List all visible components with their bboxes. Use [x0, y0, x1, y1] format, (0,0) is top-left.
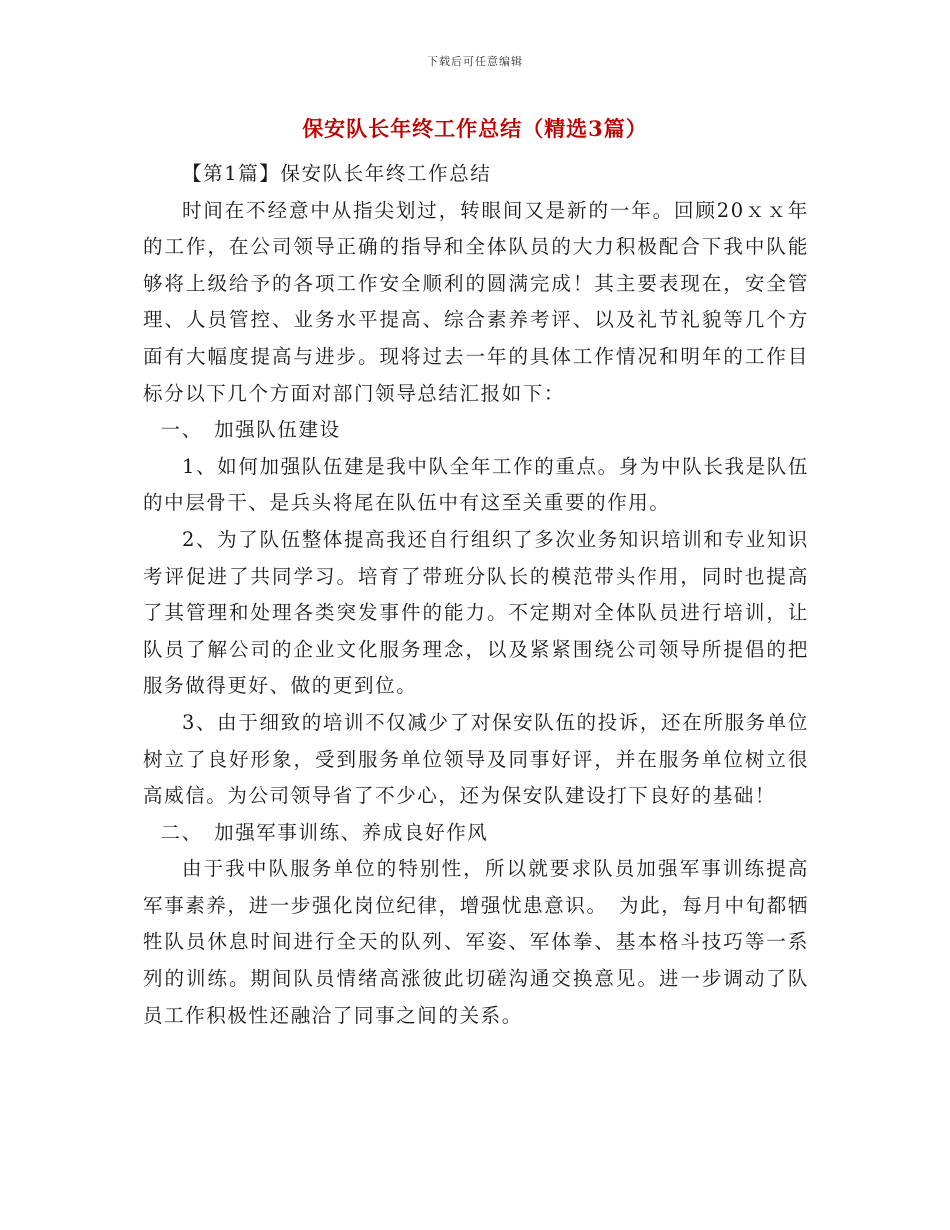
document-body	[143, 156, 809, 1034]
paragraph-item-1: 1、如何加强队伍建是我中队全年工作的重点。身为中队长我是队伍的中层骨干、是兵头将尾在队伍中有这至关重要的作用。	[143, 454, 809, 515]
subheading-team-building: 一、 加强队伍建设	[160, 418, 341, 442]
paragraph-item-2: 2、为了队伍整体提高我还自行组织了多次业务知识培训和专业知识考评促进了共同学习。培育了带班分队长的模范带头作用，同时也提高了其管理和处理各类突发事件的能力。不定期对全体队员进行培训，让队员了解公司的企业文化服务理念，以及紧紧围绕公司领导所提倡的把服务做得更好、做的更到位。	[143, 527, 809, 698]
header-note: 下载后可任意编辑	[427, 55, 523, 68]
paragraph-training: 由于我中队服务单位的特别性，所以就要求队员加强军事训练提高军事素养，进一步强化岗位纪律，增强忧患意识。 为此，每月中旬都牺牲队员休息时间进行全天的队列、军姿、军体拳、基本格斗技巧等一系列的训练。期间队员情绪高涨彼此切磋沟通交换意见。进一步调动了队员工作积极性还融洽了同事之间的关系。	[143, 857, 809, 1027]
paragraph-item-3: 3、由于细致的培训不仅减少了对保安队伍的投诉，还在所服务单位树立了良好形象，受到服务单位领导及同事好评，并在服务单位树立很高威信。为公司领导省了不少心，还为保安队建设打下良好的基础！	[143, 710, 809, 808]
document-title: 保安队长年终工作总结（精选3篇）	[302, 116, 648, 141]
paragraph-intro: 时间在不经意中从指尖划过，转眼间又是新的一年。回顾20ｘｘ年的工作，在公司领导正确的指导和全体队员的大力积极配合下我中队能够将上级给予的各项工作安全顺利的圆满完成！其主要表现在，安全管理、人员管控、业务水平提高、综合素养考评、以及礼节礼貌等几个方面有大幅度提高与进步。现将过去一年的具体工作情况和明年的工作目标分以下几个方面对部门领导总结汇报如下：	[143, 198, 809, 405]
section-heading: 【第1篇】保安队长年终工作总结	[182, 162, 492, 185]
subheading-military-training: 二、 加强军事训练、养成良好作风	[160, 820, 489, 844]
